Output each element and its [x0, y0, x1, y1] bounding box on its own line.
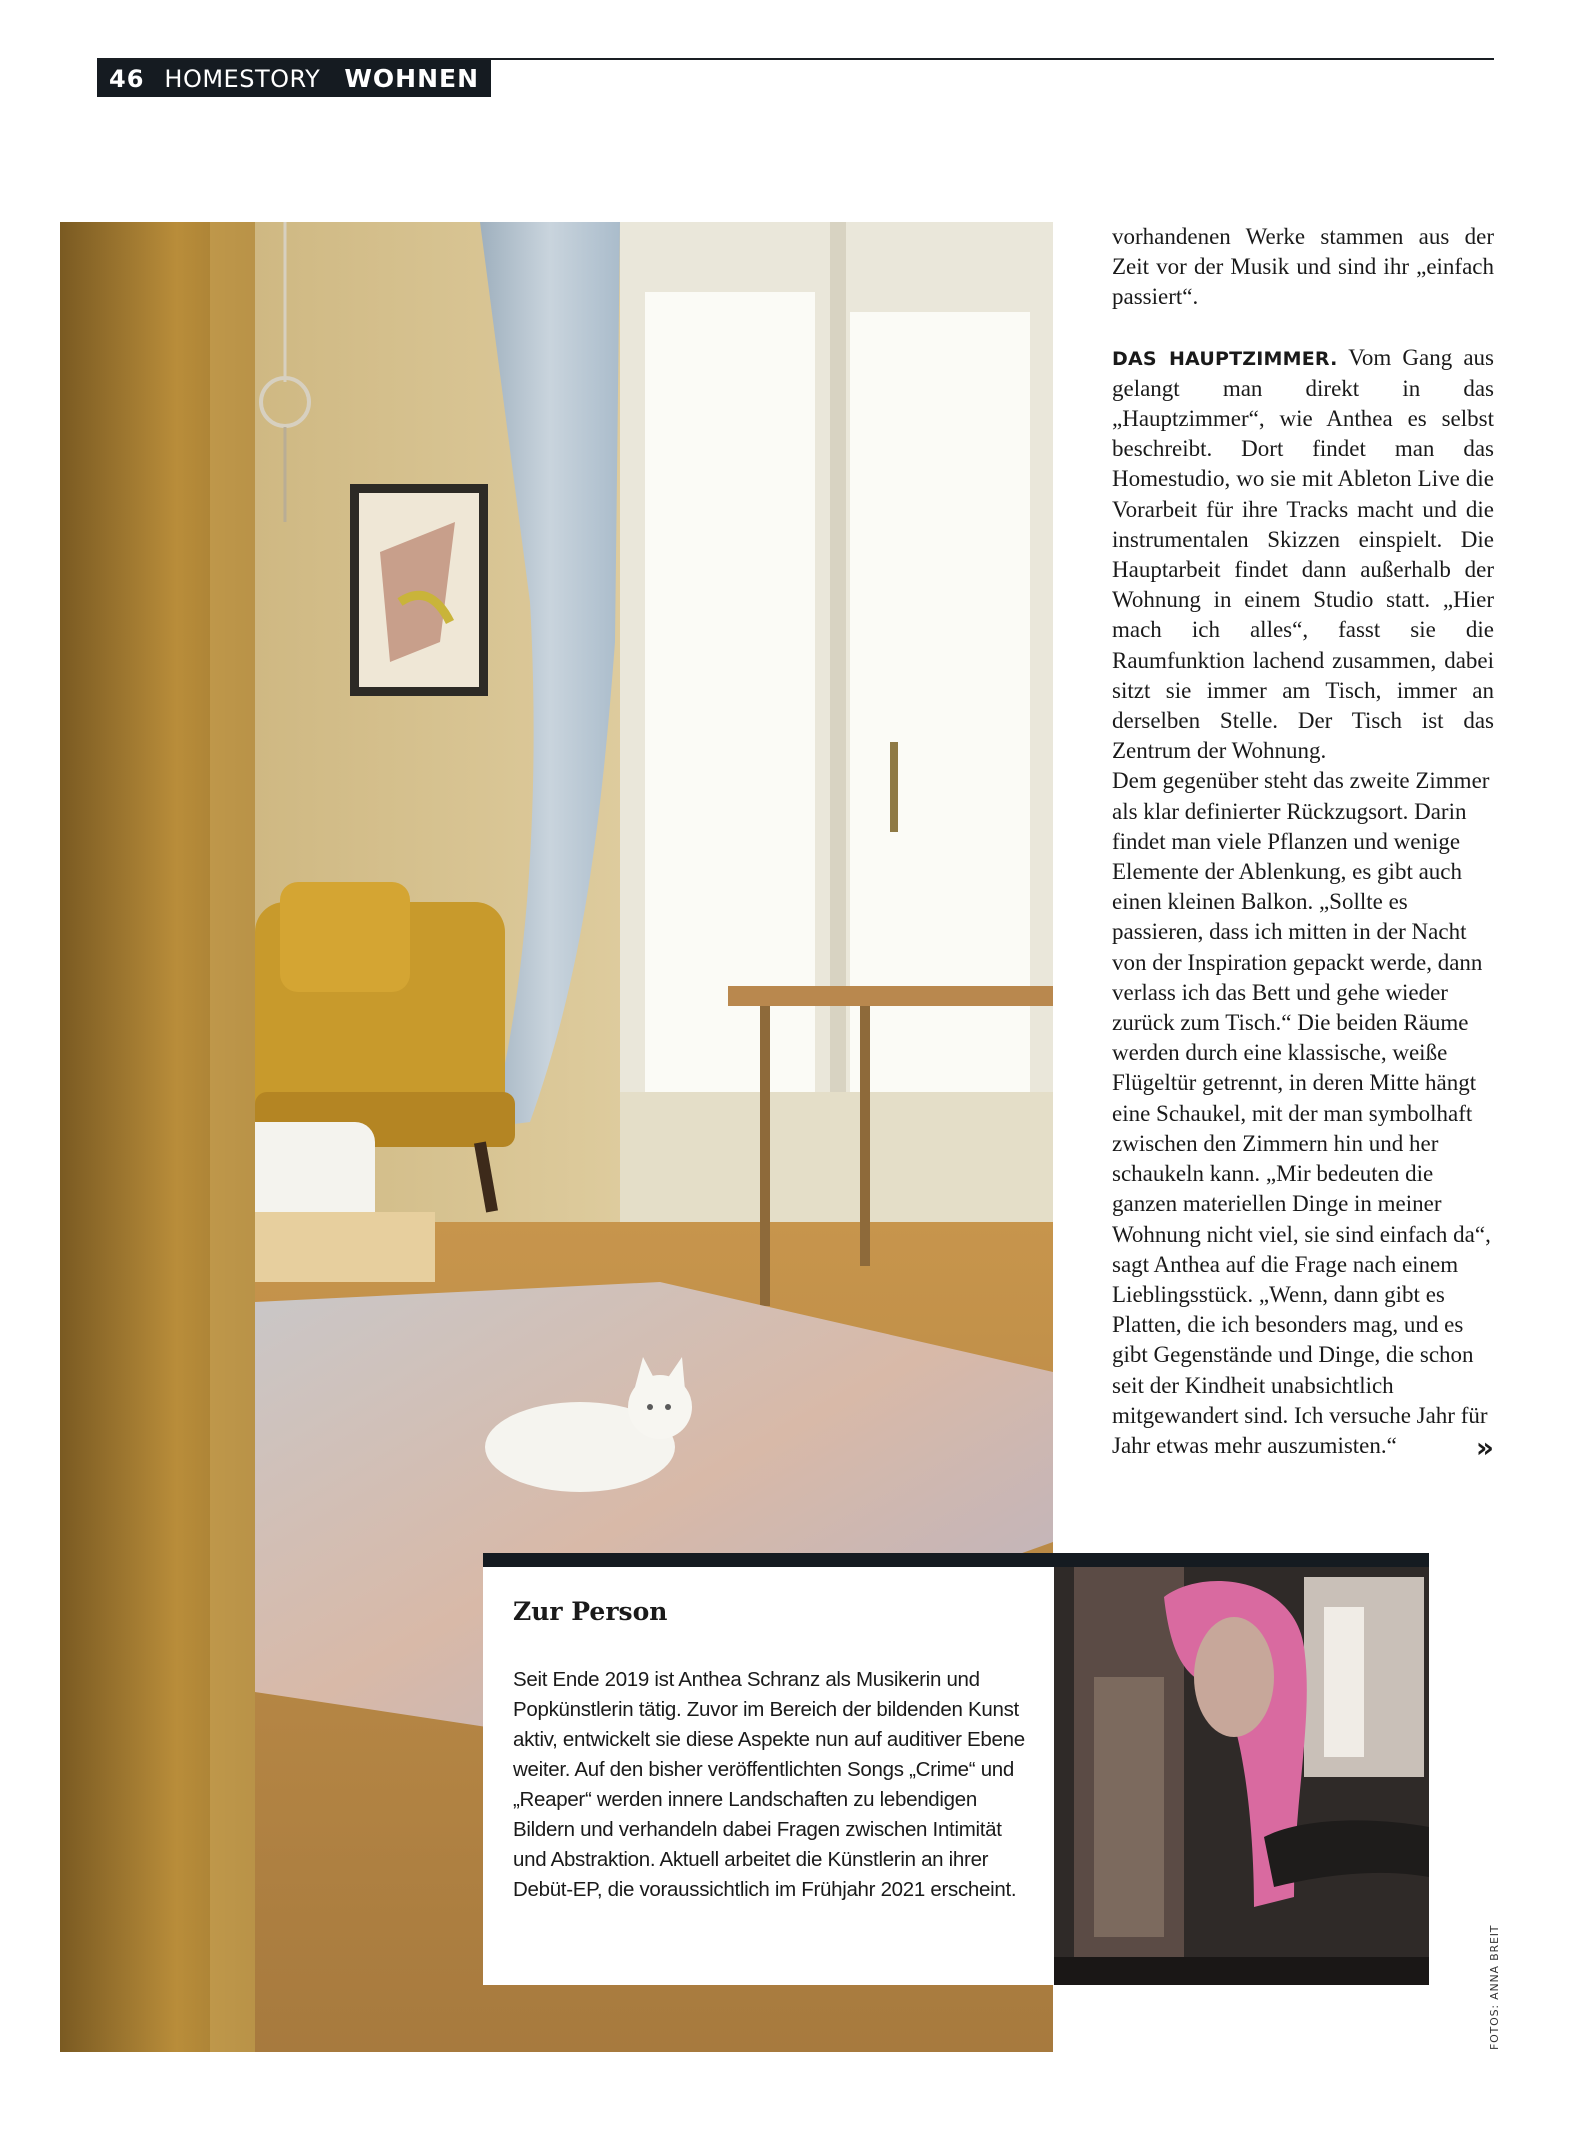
- info-box: [483, 1567, 1054, 1985]
- paragraph-body: Dem gegenüber steht das zweite Zimmer als klar definierter Rückzugsort. Darin findet man viele Pflanzen und wenige Elemente der Ablenkung, es gibt auch einen kleinen Balkon. „Sollte es passieren, dass ich mitten in der Nacht von der Inspiration gepackt werde, dann verlass ich das Bett und gehe wieder zurück zum Tisch.“ Die beiden Räume werden durch eine klassische, weiße Flügeltür getrennt, in deren Mitte hängt eine Schaukel, mit der man symbolhaft zwischen den Zimmern hin und her schaukeln kann. „Mir bedeuten die ganzen materiellen Dinge in meiner Wohnung nicht viel, sie sind einfach da“, sagt Anthea auf die Frage nach einem Lieblingsstück. „Wenn, dann gibt es Platten, die ich besonders mag, und es gibt Gegenstände und Dinge, die schon seit der Kindheit unabsichtlich mitgewandert sind. Ich versuche Jahr für Jahr etwas mehr auszumisten.“: [1112, 768, 1491, 1458]
- article-paragraph: [1112, 766, 1494, 1465]
- page-header: [97, 60, 491, 97]
- info-box-title: Zur Person: [513, 1597, 668, 1626]
- info-box-bar: [483, 1553, 1429, 1567]
- continue-mark: »: [1475, 1431, 1494, 1465]
- article-column: [1112, 222, 1495, 1465]
- paragraph-body: Vom Gang aus gelangt man direkt in das „Hauptzimmer“, wie Anthea es selbst beschreibt. Dort findet man das Homestudio, wo sie mit Ableton Live die Vorarbeit für ihre Tracks macht und die instrumentalen Skizzen einspielt. Die Hauptarbeit findet dann außerhalb der Wohnung in einem Studio statt. „Hier mach ich alles“, fasst sie die Raumfunktion lachend zusammen, dabei sitzt sie immer am Tisch, immer an derselben Stelle. Der Tisch ist das Zentrum der Wohnung.: [1112, 344, 1495, 764]
- subheading: DAS HAUPTZIMMER.: [1112, 347, 1338, 370]
- article-paragraph: [1112, 343, 1494, 767]
- category-label: WOHNEN: [344, 64, 479, 93]
- section-label: HOMESTORY: [164, 64, 321, 93]
- page-number: 46: [109, 64, 145, 93]
- info-box-text: Seit Ende 2019 ist Anthea Schranz als Musikerin und Popkünstlerin tätig. Zuvor im Bereich der bildenden Kunst aktiv, entwickelt sie diese Aspekte nun auf auditiver Ebene weiter. Auf den bisher veröffentlichten Songs „Crime“ und „Reaper“ werden innere Landschaften zu lebendigen Bildern und verhandeln dabei Fragen zwischen Intimität und Abstraktion. Aktuell arbeitet die Künstlerin an ihrer Debüt-EP, die voraussichtlich im Frühjahr 2021 erscheint.: [513, 1668, 1025, 1901]
- article-paragraph: vorhandenen Werke stammen aus der Zeit vor der Musik und sind ihr „einfach passiert“.: [1112, 224, 1494, 310]
- photo-credit: FOTOS: ANNA BREIT: [1488, 1924, 1501, 2050]
- portrait-photo: [1054, 1567, 1429, 1985]
